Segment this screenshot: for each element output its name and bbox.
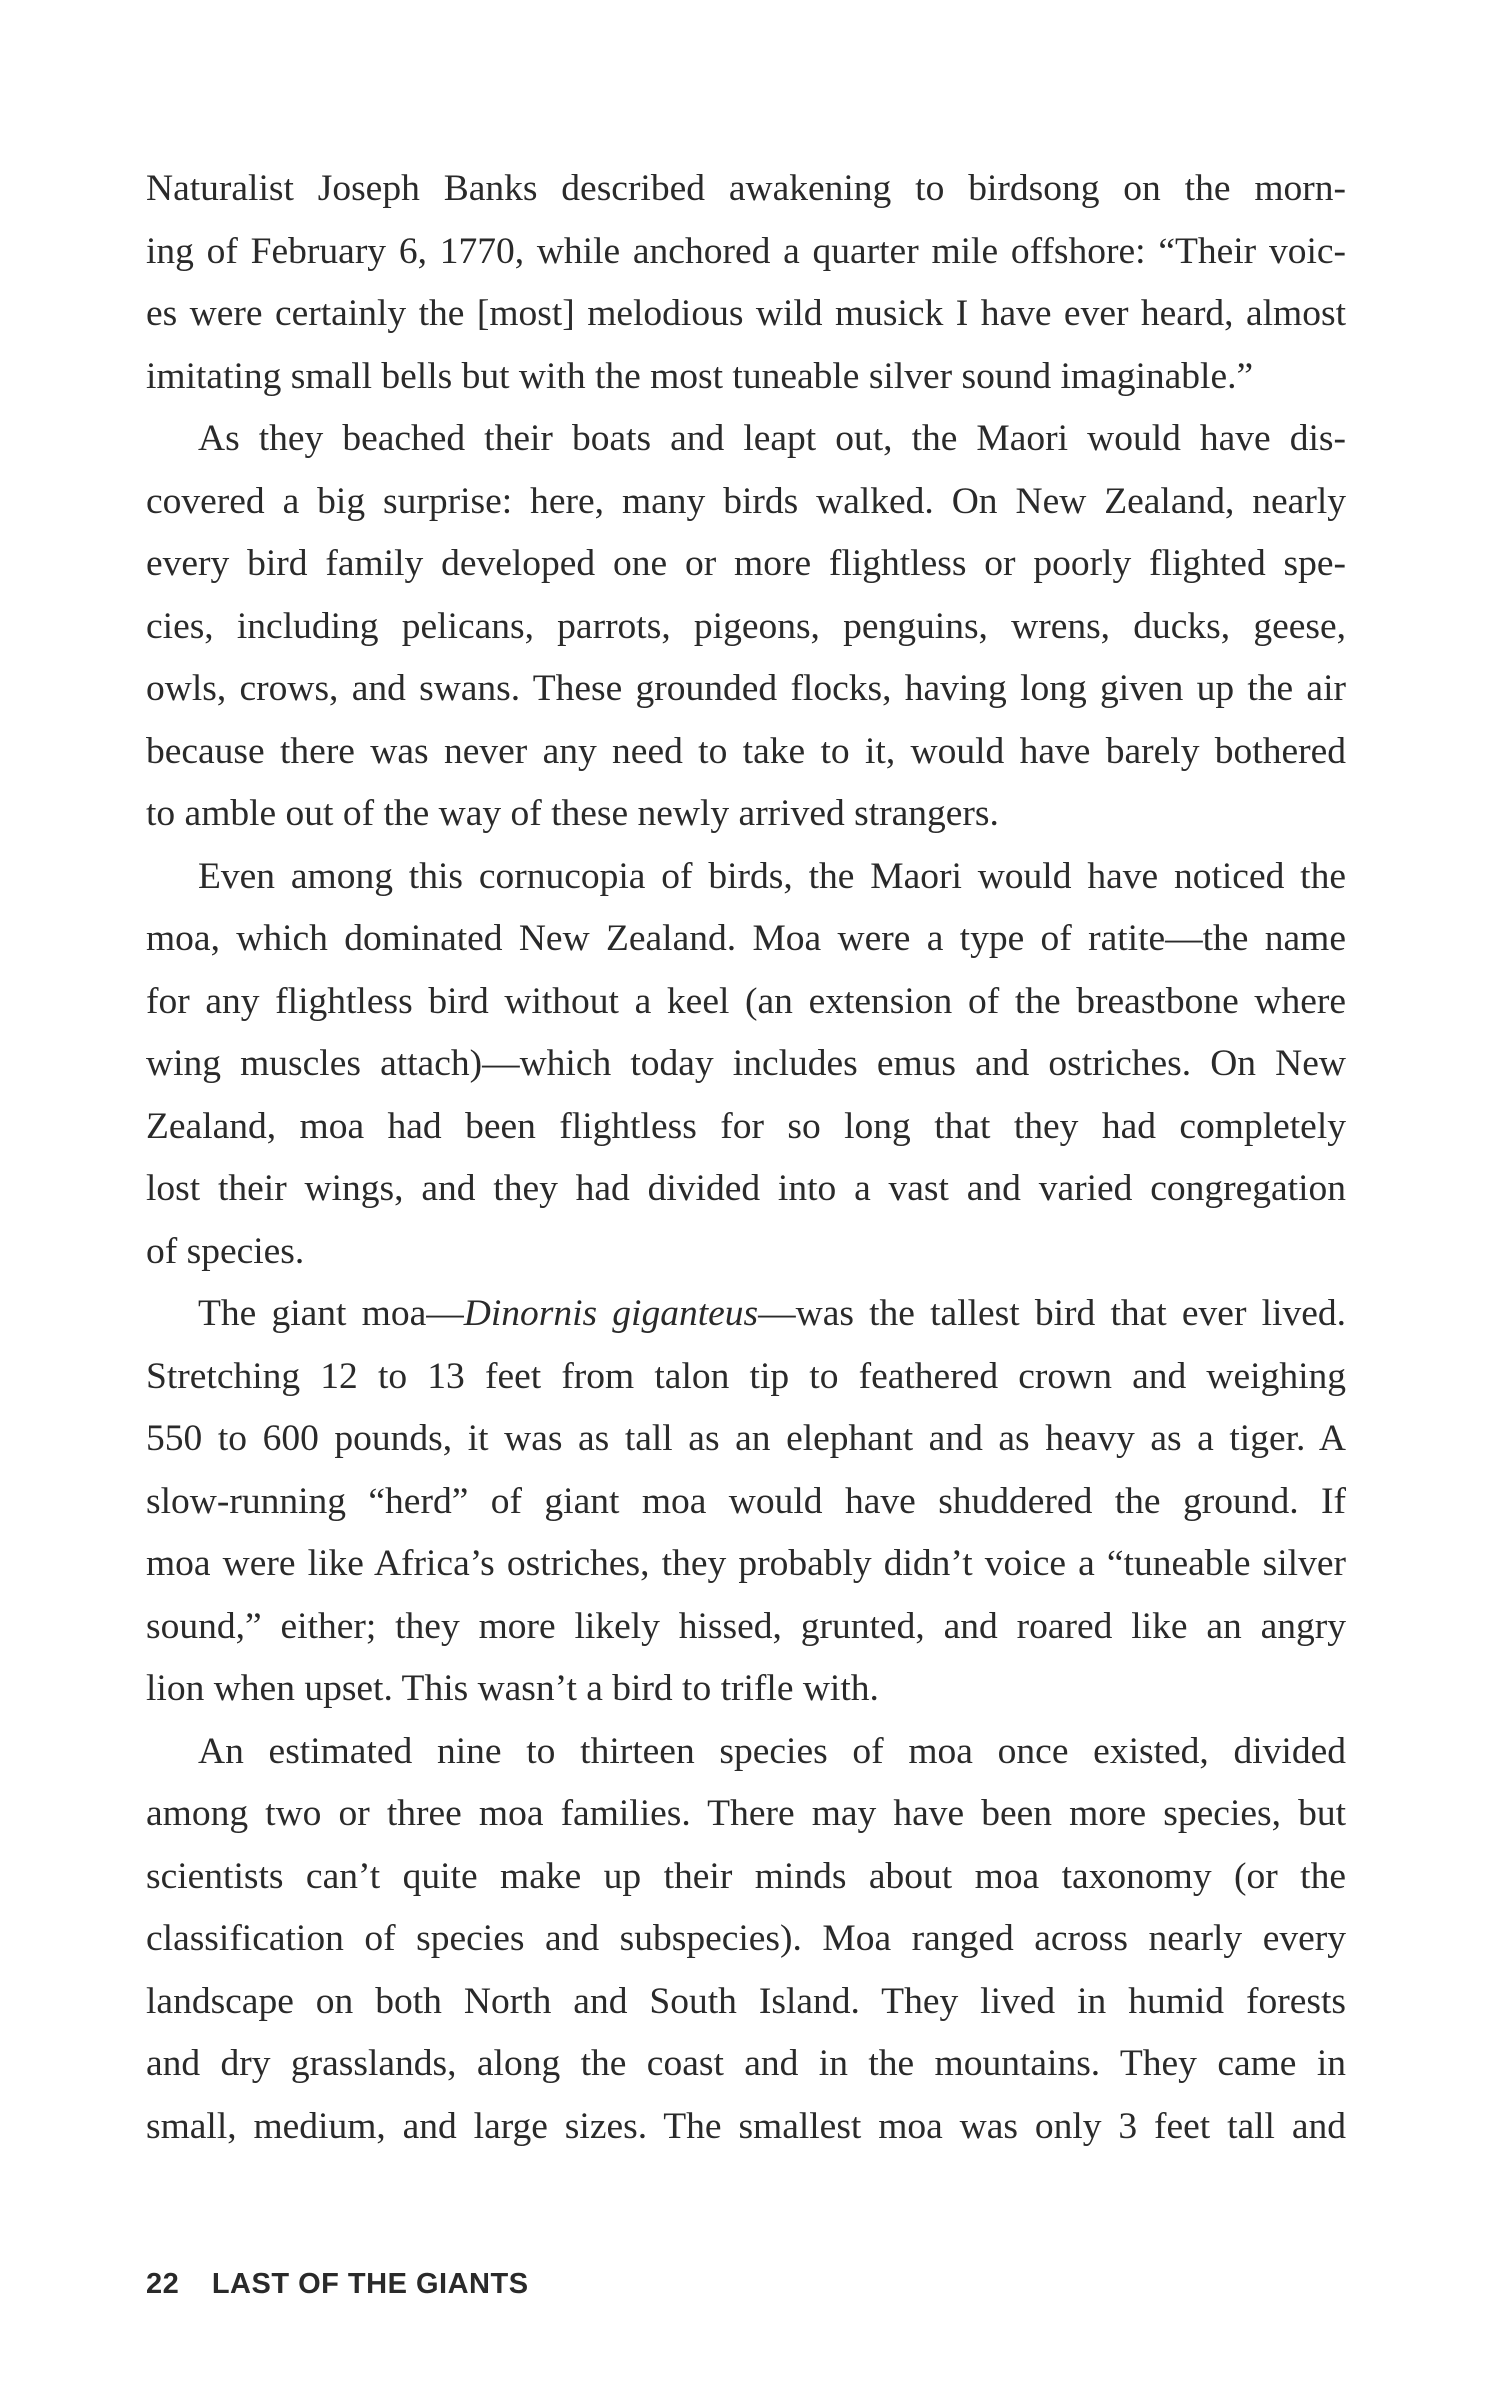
text-line: among two or three moa families. There may have been more species, but bbox=[146, 1793, 1346, 1834]
text-line: es were certainly the [most] melodious wild musick I have ever heard, almost bbox=[146, 293, 1346, 334]
text-line: wing muscles attach)—which today includes emus and ostriches. On New bbox=[146, 1043, 1346, 1084]
text-line: Zealand, moa had been flightless for so long that they had completely bbox=[146, 1105, 1346, 1147]
scientific-name: Dinornis giganteus bbox=[463, 1293, 759, 1334]
text-line: owls, crows, and swans. These grounded flocks, having long given up the air bbox=[146, 668, 1346, 709]
text-line: lion when upset. This wasn’t a bird to trifle with. bbox=[146, 1668, 879, 1709]
text-line: of species. bbox=[146, 1230, 305, 1272]
page-number: 22 bbox=[146, 2268, 180, 2300]
text-line: covered a big surprise: here, many birds walked. On New Zealand, nearly bbox=[146, 480, 1346, 522]
body-text bbox=[146, 158, 1346, 2158]
text-line: lost their wings, and they had divided into a vast and varied congregation bbox=[146, 1168, 1346, 1209]
text-line: every bird family developed one or more flightless or poorly flighted spe- bbox=[146, 543, 1346, 584]
text-line: ing of February 6, 1770, while anchored a quarter mile offshore: “Their voic- bbox=[146, 230, 1346, 272]
text-line: An estimated nine to thirteen species of moa once existed, divided bbox=[198, 1730, 1346, 1772]
text-line: scientists can’t quite make up their minds about moa taxonomy (or the bbox=[146, 1855, 1346, 1897]
page-footer bbox=[146, 2268, 529, 2301]
text-line: imitating small bells but with the most tuneable silver sound imaginable.” bbox=[146, 355, 1254, 397]
text-line: Stretching 12 to 13 feet from talon tip to feathered crown and weighing bbox=[146, 1355, 1346, 1397]
text-line: and dry grasslands, along the coast and in the mountains. They came in bbox=[146, 2043, 1346, 2084]
text-line: 550 to 600 pounds, it was as tall as an elephant and as heavy as a tiger. A bbox=[146, 1418, 1346, 1459]
text-line: because there was never any need to take to it, would have barely bothered bbox=[146, 730, 1346, 772]
text-line: Naturalist Joseph Banks described awakening to birdsong on the morn- bbox=[146, 168, 1346, 209]
text-line: Even among this cornucopia of birds, the Maori would have noticed the bbox=[198, 855, 1346, 897]
text-line: small, medium, and large sizes. The smallest moa was only 3 feet tall and bbox=[146, 2105, 1346, 2147]
text-line: classification of species and subspecies). Moa ranged across nearly every bbox=[146, 1918, 1346, 1959]
running-title: LAST OF THE GIANTS bbox=[211, 2268, 529, 2300]
text-line: to amble out of the way of these newly arrived strangers. bbox=[146, 793, 999, 834]
text-line: moa, which dominated New Zealand. Moa were a type of ratite—the name bbox=[146, 918, 1346, 959]
text-line: cies, including pelicans, parrots, pigeons, penguins, wrens, ducks, geese, bbox=[146, 605, 1346, 647]
text-line: The giant moa—Dinornis giganteus—was the tallest bird that ever lived. bbox=[198, 1293, 1346, 1334]
text-line: slow-running “herd” of giant moa would have shuddered the ground. If bbox=[146, 1480, 1346, 1522]
text-line: for any flightless bird without a keel (an extension of the breastbone where bbox=[146, 980, 1346, 1022]
text-line: moa were like Africa’s ostriches, they probably didn’t voice a “tuneable silver bbox=[146, 1543, 1346, 1584]
text-line: As they beached their boats and leapt out, the Maori would have dis- bbox=[198, 418, 1346, 459]
text-line: sound,” either; they more likely hissed, grunted, and roared like an angry bbox=[146, 1605, 1346, 1647]
text-line: landscape on both North and South Island. They lived in humid forests bbox=[146, 1980, 1346, 2022]
